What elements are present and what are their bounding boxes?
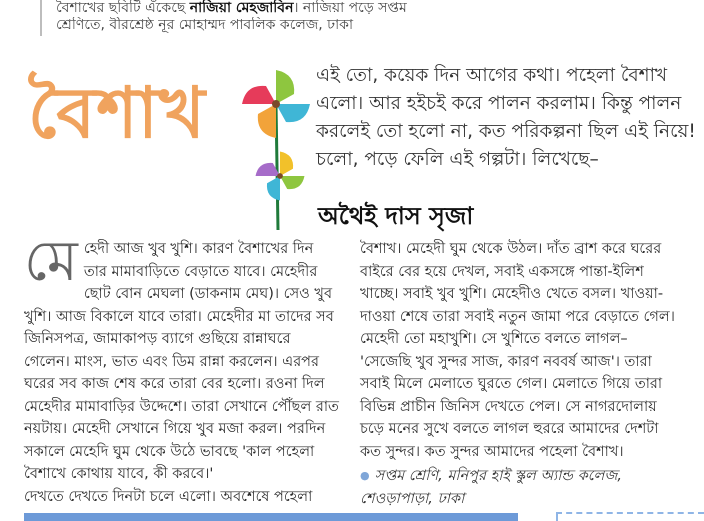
intro-paragraph: এই তো, কয়েক দিন আগের কথা। পহেলা বৈশাখ এলো। আর হইচই করে পালন করলাম। কিন্তু পালন করলেই তো হলো না, কত পরিকল্পনা ছিল এই নিয়ে! চলো, পড়ে ফেলি এই গল্পটা। লিখেছে– [316,65,696,170]
story-text-left: হেদী আজ খুব খুশি। কারণ বৈশাখের দিন তার মামাবাড়িতে বেড়াতে যাবে। মেহেদীর ছোট বোন মেঘলা (ডাকনাম মেঘ)। সেও খুব খুশি। আজ বিকালে যাবে তারা। মেহেদীর মা তাদের সব জিনিসপত্র, জামাকাপড় ব্যাগে গুছিয়ে রান্নাঘরে গেলেন। মাংস, ভাত এবং ডিম রান্না করলেন। এরপর ঘরের সব কাজ শেষ করে তারা বের হলো। রওনা দিল মেহেদীর মামাবাড়ির উদ্দেশে। তারা সেখানে পৌঁছল রাত নয়টায়। মেহেদী সেখানে গিয়ে খুব মজা করল। পরদিন সকালে মেহেদি ঘুম থেকে উঠে ভাবছে 'কাল পহেলা বৈশাখে কোথায় যাবে, কী করবে।' [24,241,339,482]
story-text-left-last: দেখতে দেখতে দিনটা চলে এলো। অবশেষে পহেলা [24,488,313,505]
illustration-credit [40,0,520,36]
story-column-right [360,238,680,510]
illustrator-name: নাজিয়া মেহজাবিন [189,0,294,16]
author-byline: ● সপ্তম শ্রেণি, মনিপুর হাই স্কুল অ্যান্ড কলেজ, শেওড়াপাড়া, ঢাকা [360,468,622,507]
story-column-left [24,229,340,508]
footer-bar [24,513,518,521]
pinwheel-illustration [236,64,316,232]
author-name: অথৈই দাস সৃজা [318,202,474,230]
page-title: বৈশাখ [28,71,206,154]
credit-line-1: বৈশাখের ছবিটি এঁকেছে নাজিয়া মেহজাবিন। নাজিয়া পড়ে সপ্তম [56,0,407,16]
story-text-right: বৈশাখ। মেহেদী ঘুম থেকে উঠল। দাঁত ব্রাশ করে ঘরের বাইরে বের হয়ে দেখল, সবাই একসঙ্গে পান্তা-ইলিশ খাচ্ছে। সবাই খুব খুশি। মেহেদীও খেতে বসল। খাওয়া-দাওয়া শেষে তারা সবাই নতুন জামা পরে বেড়াতে গেল। মেহেদী তো মহাখুশি। সে খুশিতে বলতে লাগল– 'সেজেছি খুব সুন্দর সাজ, কারণ নববর্ষ আজ'। তারা সবাই মিলে মেলাতে ঘুরতে গেল। মেলাতে গিয়ে তারা বিভিন্ন প্রাচীন জিনিস দেখতে পেল। সে নাগরদোলায় চড়ে মনের সুখে বলতে লাগল হুররে আমাদের দেশটা কত সুন্দর। কত সুন্দর আমাদের পহেলা বৈশাখ। [360,241,675,460]
credit-line-2: শ্রেণিতে, বীরশ্রেষ্ঠ নূর মোহাম্মদ পাবলিক কলেজ, ঢাকা [56,17,354,33]
footer-dashed-box [556,512,704,521]
drop-cap: মে [24,229,78,294]
bullet-icon: ● [360,469,370,482]
